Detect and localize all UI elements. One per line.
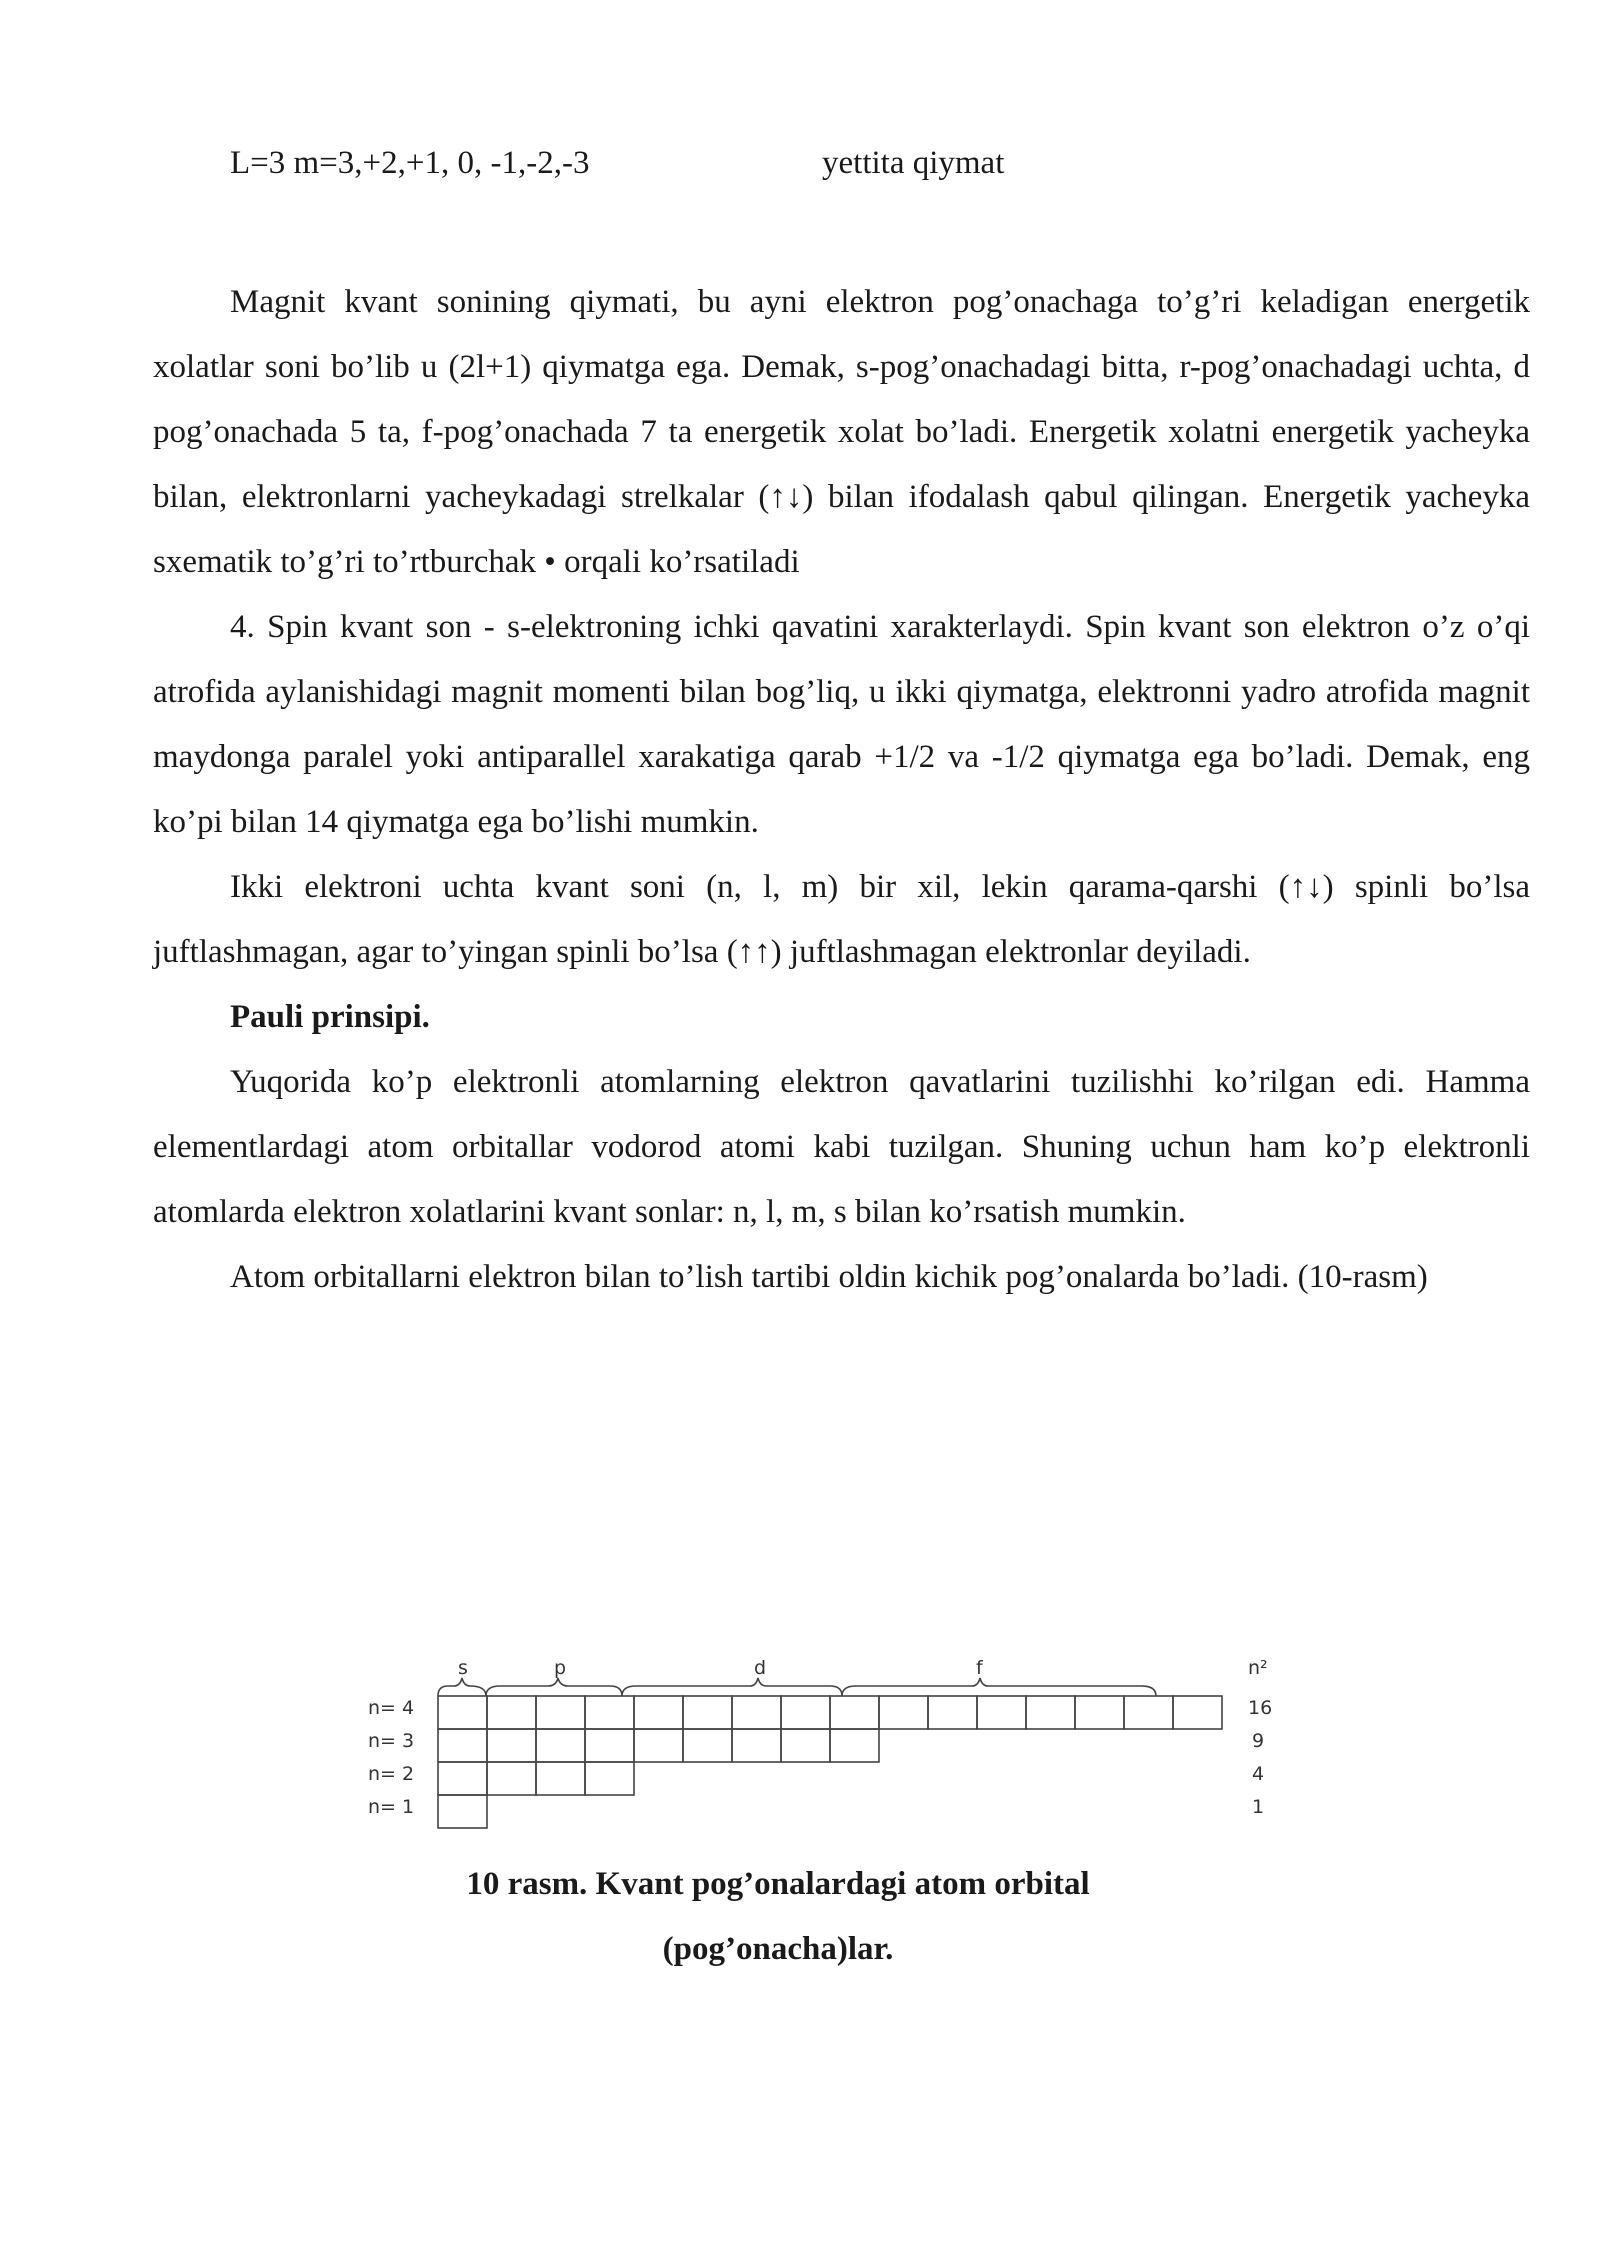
section-heading-pauli: Pauli prinsipi. — [230, 999, 430, 1035]
orbital-cell — [1075, 1696, 1124, 1729]
orbital-cell — [585, 1762, 634, 1795]
orbital-cell — [977, 1696, 1026, 1729]
orbital-cell — [487, 1762, 536, 1795]
orbital-cell — [438, 1729, 487, 1762]
orbital-cell — [536, 1729, 585, 1762]
orbital-cell — [732, 1696, 781, 1729]
brace-f — [842, 1678, 1156, 1696]
brace-d — [622, 1678, 842, 1696]
right-value-9: 9 — [1252, 1730, 1265, 1752]
orbital-cell — [1026, 1696, 1075, 1729]
orbital-cell — [781, 1729, 830, 1762]
paragraph-multi-electron: Yuqorida ko’p elektronli atomlarning elektron qavatlarini tuzilishhi ko’rilgan edi. Hamma elementlardagi atom orbitallar vodorod atomi kabi tuzilgan. Shuning uchun ham ko’p elektronli atomlarda elektron xolatlarini kvant sonlar: n, l, m, s bilan ko’rsatish mumkin. — [153, 1064, 1530, 1230]
quantum-values-count: yettita qiymat — [822, 145, 1005, 181]
caption-line-1: 10 rasm. Kvant pog’onalardagi atom orbital — [466, 1866, 1090, 1902]
row-label-n1: n= 1 — [368, 1796, 415, 1818]
orbital-cell — [536, 1762, 585, 1795]
orbital-cell — [879, 1696, 928, 1729]
sublevel-label-d: d — [754, 1657, 767, 1679]
orbital-cell — [438, 1762, 487, 1795]
row-label-n3: n= 3 — [368, 1730, 415, 1752]
orbital-cell — [683, 1696, 732, 1729]
orbital-cell — [438, 1795, 487, 1828]
orbital-cell — [928, 1696, 977, 1729]
orbital-cell — [438, 1696, 487, 1729]
right-value-1: 1 — [1252, 1796, 1265, 1818]
orbital-cell — [487, 1696, 536, 1729]
right-header-n-squared: n² — [1248, 1657, 1268, 1679]
row-label-n2: n= 2 — [368, 1763, 415, 1785]
orbital-cell — [585, 1729, 634, 1762]
quantum-values-line: L=3 m=3,+2,+1, 0, -1,-2,-3 — [230, 145, 590, 181]
sublevel-label-p: p — [554, 1657, 567, 1679]
paragraph-paired-electrons: Ikki elektroni uchta kvant soni (n, l, m) bir xil, lekin qarama-qarshi (↑↓) spinli bo’lsa juftlashmagan, agar to’yingan spinli bo’lsa (↑↑) juftlashmagan elektronlar deyiladi. — [153, 869, 1530, 970]
brace-p — [486, 1678, 622, 1696]
paragraph-orbital-filling: Atom orbitallarni elektron bilan to’lish tartibi oldin kichik pog’onalarda bo’ladi. (10-rasm) — [230, 1259, 1428, 1295]
orbital-cell — [487, 1729, 536, 1762]
sublevel-label-f: f — [976, 1657, 983, 1679]
orbital-cell — [634, 1696, 683, 1729]
orbital-cell — [1173, 1696, 1222, 1729]
right-value-4: 4 — [1252, 1763, 1265, 1785]
body-text — [153, 270, 1530, 1310]
orbital-cell — [683, 1729, 732, 1762]
orbital-cell — [781, 1696, 830, 1729]
brace-s — [438, 1678, 486, 1696]
right-value-16: 16 — [1248, 1697, 1273, 1719]
orbital-cell — [585, 1696, 634, 1729]
orbital-cell — [536, 1696, 585, 1729]
paragraph-spin-quantum: 4. Spin kvant son - s-elektroning ichki qavatini xarakterlaydi. Spin kvant son elektron o’z o’qi atrofida aylanishidagi magnit momenti bilan bog’liq, u ikki qiymatga, elektronni yadro atrofida magnit maydonga paralel yoki antiparallel xarakatiga qarab +1/2 va -1/2 qiymatga ega bo’ladi. Demak, eng ko’pi bilan 14 qiymatga ega bo’lishi mumkin. — [153, 609, 1530, 840]
orbital-cell — [634, 1729, 683, 1762]
orbital-cells — [438, 1696, 1222, 1828]
caption-line-2: (pog’onacha)lar. — [662, 1931, 894, 1967]
sublevel-label-s: s — [458, 1657, 468, 1679]
orbital-cell — [830, 1696, 879, 1729]
figure-caption — [153, 1852, 1403, 1982]
orbital-cell — [732, 1729, 781, 1762]
orbital-cell — [830, 1729, 879, 1762]
orbital-diagram — [360, 1650, 1290, 1840]
row-label-n4: n= 4 — [368, 1697, 415, 1719]
orbital-cell — [1124, 1696, 1173, 1729]
paragraph-magnetic-quantum: Magnit kvant sonining qiymati, bu ayni elektron pog’onachaga to’g’ri keladigan energetik xolatlar soni bo’lib u (2l+1) qiymatga ega. Demak, s-pog’onachadagi bitta, r-pog’onachadagi uchta, d pog’onachada 5 ta, f-pog’onachada 7 ta energetik xolat bo’ladi. Energetik xolatni energetik yacheyka bilan, elektronlarni yacheykadagi strelkalar (↑↓) bilan ifodalash qabul qilingan. Energetik yacheyka sxematik to’g’ri to’rtburchak • orqali ko’rsatiladi — [153, 284, 1530, 580]
